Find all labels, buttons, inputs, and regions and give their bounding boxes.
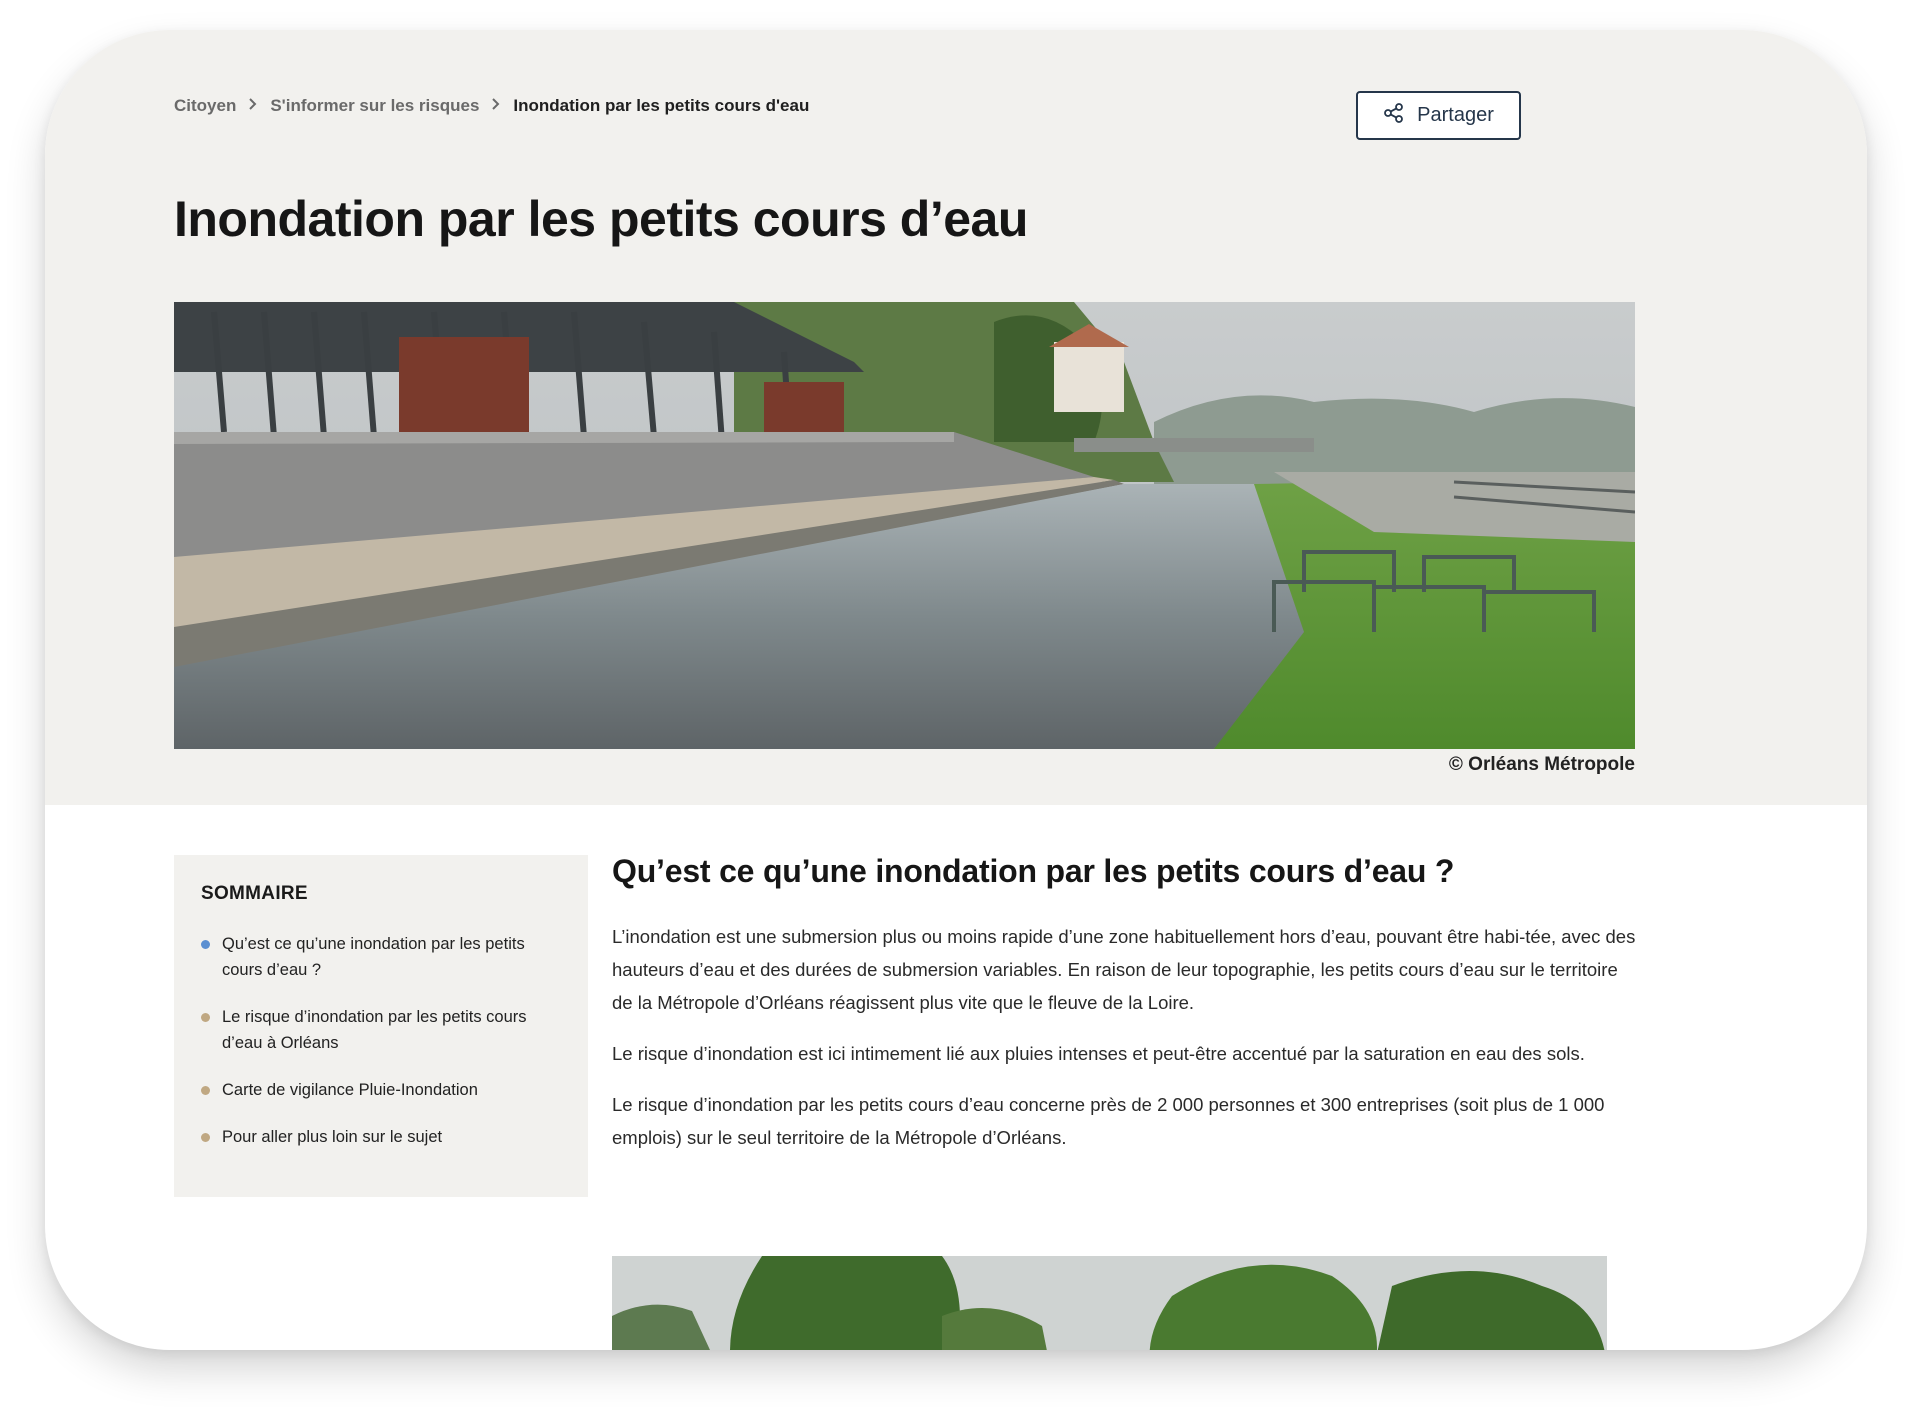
breadcrumb-link-risques[interactable]: S'informer sur les risques [270,96,480,115]
paragraph: Le risque d’inondation par les petits cours d’eau concerne près de 2 000 personnes et 300 entreprises (soit plus de 1 000 emplois) sur le seul territoire de la Métropole d’Orléans. [612,1094,1605,1148]
bullet-icon [201,1133,210,1142]
chevron-right-icon [246,97,260,116]
toc-item-risque-orleans[interactable] [201,1004,561,1056]
breadcrumb-current: Inondation par les petits cours d'eau [513,96,810,115]
content-image [612,1256,1607,1350]
bullet-icon [201,1013,210,1022]
main-content [612,853,1642,1172]
table-of-contents [174,855,588,1197]
toc-item-label: Carte de vigilance Pluie-Inondation [222,1081,478,1099]
paragraph: L’inondation est une submersion plus ou moins rapide d’une zone habituellement hors d’eau, pouvant être habi-tée, avec des hauteurs d’eau et des durées de submersion variables. En raison de leur topographie, les petits cours d’eau sur le territoire de la Métropole d’Orléans réagissent plus vite que le fleuve de la Loire. [612,926,1636,1013]
image-credit: © Orléans Métropole [1448,754,1635,775]
page-title: Inondation par les petits cours d’eau [174,191,1028,247]
bullet-icon [201,940,210,949]
breadcrumb-link-citoyen[interactable]: Citoyen [174,96,237,115]
hero-section [45,30,1867,805]
bullet-icon [201,1086,210,1095]
chevron-right-icon [489,97,503,116]
share-icon [1383,102,1405,130]
toc-item-vigilance[interactable] [201,1077,561,1103]
toc-item-definition[interactable] [201,931,561,983]
toc-item-label: Le risque d’inondation par les petits cours d’eau à Orléans [222,1008,527,1052]
toc-title: SOMMAIRE [201,883,308,904]
share-label: Partager [1417,104,1494,126]
paragraph: Le risque d’inondation est ici intimement lié aux pluies intenses et peut-être accentué par la saturation en eau des sols. [612,1043,1585,1064]
toc-item-label: Pour aller plus loin sur le sujet [222,1128,443,1146]
share-button[interactable] [1356,91,1521,140]
breadcrumb [174,96,809,116]
toc-item-plus-loin[interactable] [201,1124,561,1150]
page-frame [45,30,1867,1350]
hero-image [174,302,1635,749]
section-title: Qu’est ce qu’une inondation par les petits cours d’eau ? [612,853,1455,889]
toc-item-label: Qu’est ce qu’une inondation par les petits cours d’eau ? [222,935,525,979]
